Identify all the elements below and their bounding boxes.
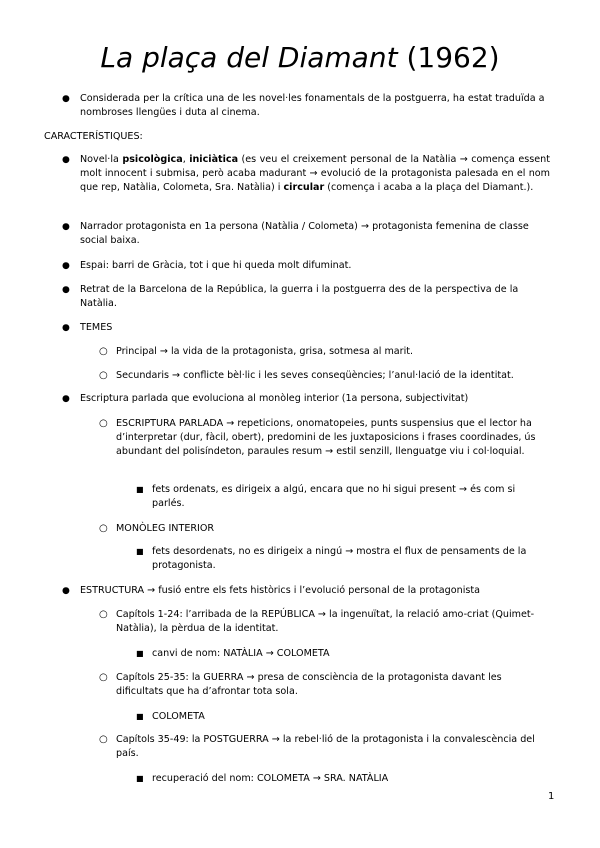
structure-chapter-3: Capítols 35-49: la POSTGUERRA → la rebel·lió de la protagonista i la convalescència del país. — [116, 734, 535, 759]
structure-chapter-3-detail: recuperació del nom: COLOMETA → SRA. NATÀLIA — [152, 773, 389, 784]
title-year: (1962) — [406, 41, 500, 74]
bullet-dot-icon: ● — [62, 261, 70, 271]
themes-principal: Principal → la vida de la protagonista, grisa, sotmesa al marit. — [116, 346, 414, 357]
bullet-dot-icon: ● — [62, 155, 70, 165]
page-number: 1 — [548, 791, 555, 802]
structure-chapter-1: Capítols 1-24: l’arribada de la REPÚBLICA → la ingenuïtat, la relació amo-criat (Quimet-Natàlia), la pèrdua de la identitat. — [116, 609, 535, 634]
space-paragraph: Espai: barri de Gràcia, tot i que hi queda molt difuminat. — [80, 260, 352, 271]
novel-suffix: (comença i acaba a la plaça del Diamant.). — [324, 182, 534, 193]
writing-monologue: MONÒLEG INTERIOR — [116, 523, 215, 534]
structure-chapter-2: Capítols 25-35: la GUERRA → presa de consciència de la protagonista davant les dificultats que ha d’afrontar tota sola. — [116, 672, 502, 697]
bullet-dot-icon: ● — [62, 285, 70, 295]
bullet-dot-icon: ● — [62, 586, 70, 596]
structure-label: ESTRUCTURA → fusió entre els fets històrics i l’evolució personal de la protagonista — [80, 585, 481, 596]
novel-separator: , — [182, 154, 190, 165]
themes-label: TEMES — [80, 322, 113, 333]
bullet-dot-icon: ● — [62, 94, 70, 104]
bullet-circle-icon: ○ — [99, 418, 108, 429]
document-title — [0, 40, 600, 76]
bullet-square-icon: ■ — [136, 485, 144, 494]
characteristics-heading: CARACTERÍSTIQUES: — [44, 131, 143, 142]
bullet-dot-icon: ● — [62, 394, 70, 404]
bullet-square-icon: ■ — [136, 712, 144, 721]
bullet-circle-icon: ○ — [99, 370, 108, 381]
novel-prefix: Novel·la — [80, 154, 123, 165]
novel-circular: circular — [283, 182, 325, 193]
intro-paragraph: Considerada per la crítica una de les novel·les fonamentals de la postguerra, ha estat traduïda a nombroses llengües i duta al cinema. — [80, 93, 545, 118]
structure-chapter-2-detail: COLOMETA — [152, 711, 205, 722]
title-work: La plaça del Diamant — [100, 41, 398, 74]
narrator-paragraph: Narrador protagonista en 1a persona (Natàlia / Colometa) → protagonista femenina de classe social baixa. — [80, 221, 529, 246]
writing-label: Escriptura parlada que evoluciona al monòleg interior (1a persona, subjectivitat) — [80, 393, 469, 404]
novel-middle: (es veu el creixement personal de la Natàlia → comença essent molt innocent i submisa, però acaba madurant → evolució de la protagonista palesada en el nom que rep, Natàlia, Colometa, Sra. Natàlia) i — [80, 154, 550, 193]
bullet-dot-icon: ● — [62, 222, 70, 232]
structure-chapter-1-detail: canvi de nom: NATÀLIA → COLOMETA — [152, 648, 330, 659]
novel-type-paragraph — [80, 153, 550, 195]
writing-spoken-detail: fets ordenats, es dirigeix a algú, encara que no hi sigui present → és com si parlés. — [152, 484, 516, 509]
writing-monologue-detail: fets desordenats, no es dirigeix a ningú → mostra el flux de pensaments de la protagonista. — [152, 546, 527, 571]
novel-initiatory: iniciàtica — [189, 154, 239, 165]
writing-spoken: ESCRIPTURA PARLADA → repeticions, onomatopeies, punts suspensius que el lector ha d’interpretar (dur, fàcil, obert), predomini de les juxtaposicions i frases coordinades, ús abundant del polisíndeton, paraules resum → estil senzill, llenguatge viu i col·loquial. — [116, 418, 536, 457]
novel-psychological: psicològica — [122, 154, 183, 165]
bullet-square-icon: ■ — [136, 774, 144, 783]
bullet-circle-icon: ○ — [99, 734, 108, 745]
bullet-circle-icon: ○ — [99, 523, 108, 534]
bullet-circle-icon: ○ — [99, 346, 108, 357]
bullet-dot-icon: ● — [62, 323, 70, 333]
bullet-circle-icon: ○ — [99, 672, 108, 683]
bullet-square-icon: ■ — [136, 547, 144, 556]
bullet-circle-icon: ○ — [99, 609, 108, 620]
portrait-paragraph: Retrat de la Barcelona de la República, la guerra i la postguerra des de la perspectiva de la Natàlia. — [80, 284, 519, 309]
themes-secondary: Secundaris → conflicte bèl·lic i les seves conseqüències; l’anul·lació de la identitat. — [116, 370, 514, 381]
bullet-square-icon: ■ — [136, 649, 144, 658]
